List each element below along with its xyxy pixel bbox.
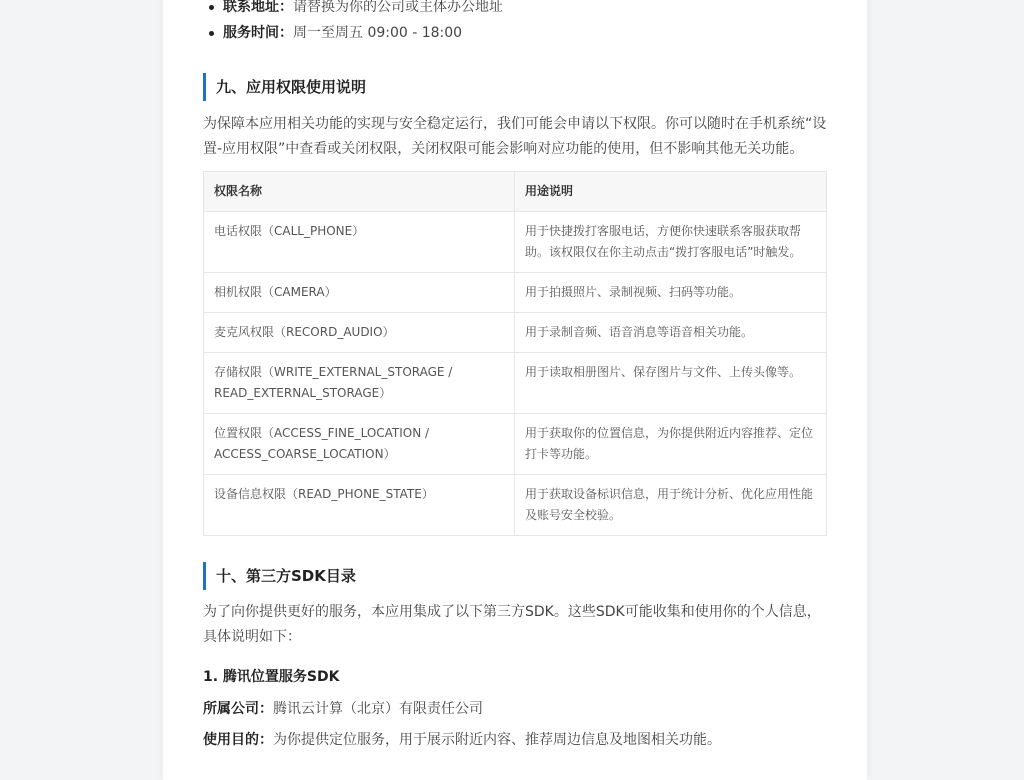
permission-purpose: 用于获取你的位置信息，为你提供附近内容推荐、定位打卡等功能。 [515,414,827,475]
permission-name: 设备信息权限（READ_PHONE_STATE） [204,475,515,536]
service-hours-label: 服务时间： [223,25,293,41]
sdk-1-company-value: 腾讯云计算（北京）有限责任公司 [273,701,483,717]
permission-purpose: 用于读取相册图片、保存图片与文件、上传头像等。 [515,353,827,414]
contact-list [203,0,827,49]
sdk-1-purpose-label: 使用目的： [203,732,273,748]
permission-purpose: 用于录制音频、语音消息等语音相关功能。 [515,313,827,353]
section-10-title: 十、第三方SDK目录 [203,562,816,590]
permission-name: 存储权限（WRITE_EXTERNAL_STORAGE / READ_EXTERNAL_STORAGE） [204,353,515,414]
contact-address-value: 请替换为你的公司或主体办公地址 [293,0,503,15]
list-item [203,23,827,43]
table-row [204,353,827,414]
document-page [163,0,867,780]
permission-name: 电话权限（CALL_PHONE） [204,212,515,273]
section-10-intro: 为了向你提供更好的服务，本应用集成了以下第三方SDK。这些SDK可能收集和使用你的个人信息，具体说明如下： [203,604,821,645]
table-row [204,313,827,353]
table-row [204,212,827,273]
bullet-icon [209,5,214,10]
table-row [204,414,827,475]
permission-purpose: 用于拍摄照片、录制视频、扫码等功能。 [515,273,827,313]
bullet-icon [209,31,214,36]
service-hours-value: 周一至周五 09:00 - 18:00 [293,25,463,41]
permissions-table [203,171,827,536]
sdk-1-company-label: 所属公司： [203,701,273,717]
sdk-1-purpose-value: 为你提供定位服务，用于展示附近内容、推荐周边信息及地图相关功能。 [273,732,721,748]
permission-purpose: 用于快捷拨打客服电话，方便你快速联系客服获取帮助。该权限仅在你主动点击“拨打客服电话”时触发。 [515,212,827,273]
sdk-1-purpose [203,730,721,750]
table-row [204,475,827,536]
column-header-purpose: 用途说明 [515,172,827,212]
permission-purpose: 用于获取设备标识信息，用于统计分析、优化应用性能及账号安全校验。 [515,475,827,536]
column-header-permission: 权限名称 [204,172,515,212]
permission-name: 位置权限（ACCESS_FINE_LOCATION / ACCESS_COARSE_LOCATION） [204,414,515,475]
table-row [204,273,827,313]
section-9-title: 九、应用权限使用说明 [203,73,816,101]
table-header-row [204,172,827,212]
permission-name: 相机权限（CAMERA） [204,273,515,313]
contact-address-label: 联系地址： [223,0,293,15]
list-item [203,0,827,17]
sdk-1-title: 1. 腾讯位置服务SDK [203,669,340,685]
section-9-intro: 为保障本应用相关功能的实现与安全稳定运行，我们可能会申请以下权限。你可以随时在手机系统“设置-应用权限”中查看或关闭权限，关闭权限可能会影响对应功能的使用，但不影响其他无关功能。 [203,116,827,157]
sdk-1-company [203,699,483,719]
permission-name: 麦克风权限（RECORD_AUDIO） [204,313,515,353]
